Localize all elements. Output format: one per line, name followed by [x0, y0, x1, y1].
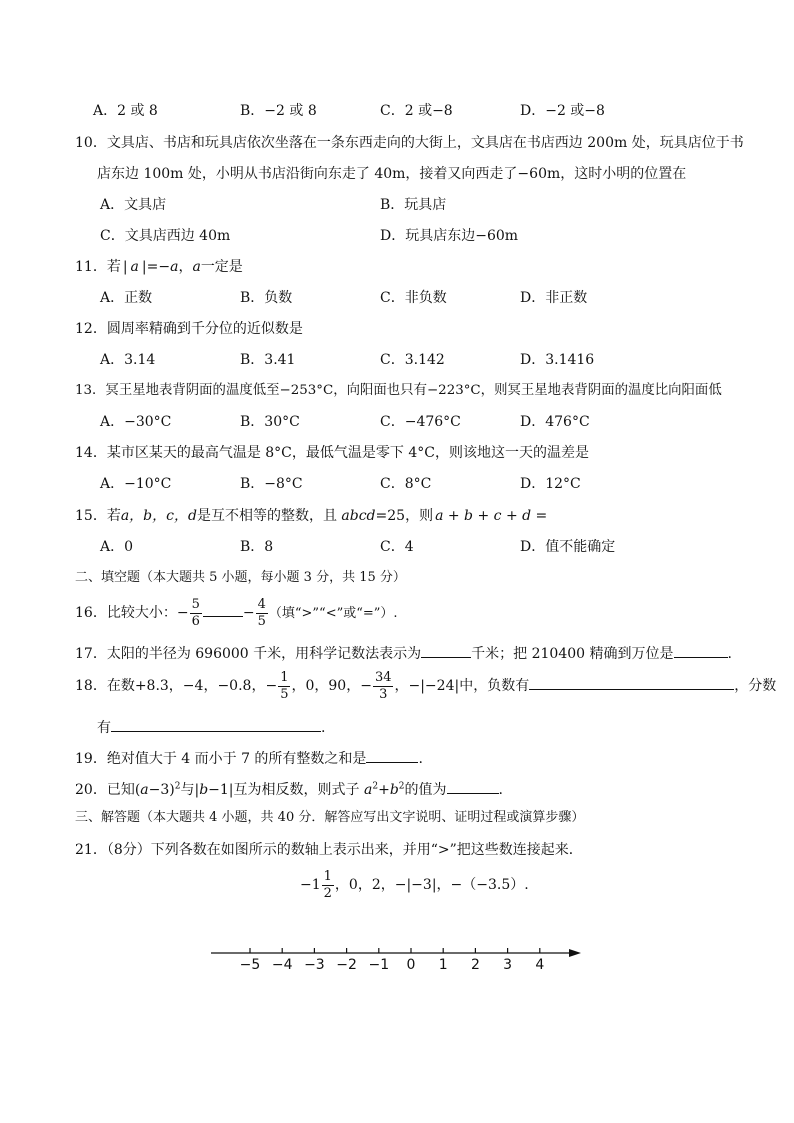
number-line-tick-label: 1 [438, 957, 448, 973]
q15-option-b: B．8 [240, 539, 274, 555]
number-line-tick-label: −3 [304, 957, 325, 973]
q13-text: 13．冥王星地表背阴面的温度低至−253°C，向阳面也只有−223°C，则冥王星地表背阴面的温度比向阳面低 [75, 383, 722, 398]
q19-text [75, 748, 423, 769]
q16-minus-1: − [176, 605, 189, 621]
number-line-arrow-icon [569, 949, 581, 957]
q20-exp-1: 2 [174, 781, 181, 792]
q20-prefix: 20．已知( [75, 782, 141, 798]
q11-abs-left: | [122, 259, 128, 275]
number-line-ticks [240, 948, 545, 973]
q15-vars: a，b，c，d [120, 508, 197, 524]
q14-option-d: D．12°C [520, 476, 581, 492]
q15-prefix: 15．若 [75, 508, 121, 524]
q20-end: . [498, 782, 503, 798]
q15-text [75, 506, 547, 526]
q18-comma: ，分数 [734, 678, 777, 694]
q21-mixed-whole: −1 [300, 877, 321, 893]
q20-expr-plus: + [378, 782, 390, 798]
q12-option-b: B．3.41 [240, 352, 296, 368]
number-line-tick-label: 0 [406, 957, 416, 973]
q20-m3: −1|互为相反数，则式子 [208, 782, 360, 798]
q20-var-b: b [199, 782, 209, 798]
q11-suffix: 一定是 [200, 259, 243, 275]
q9-option-c: C．2 或−8 [380, 103, 453, 119]
number-line-tick-label: 2 [470, 957, 480, 973]
q18-fraction-2 [373, 670, 394, 703]
number-line-tick-label: −4 [271, 957, 293, 973]
q11-abs-right: | [141, 259, 147, 275]
q21-rest: ，0，2，−|−3|，−（−3.5）. [334, 877, 529, 893]
q10-option-b: B．玩具店 [380, 197, 447, 213]
q18-part2: ，0，90， [291, 678, 361, 694]
q18-line2-prefix: 有 [97, 720, 111, 736]
q20-exp-2: 2 [372, 781, 379, 792]
q11-option-b: B．负数 [240, 290, 293, 306]
q10-option-a: A．文具店 [100, 197, 167, 213]
q20-expr-a: a [363, 782, 373, 798]
q14-option-b: B．−8°C [240, 476, 303, 492]
q16-fraction-2-num: 4 [257, 596, 266, 612]
q18-text-line2 [97, 717, 325, 738]
q21-mixed-num: 1 [323, 868, 332, 884]
q11-prefix: 11．若 [75, 259, 121, 275]
q18-fraction-1-num: 1 [280, 669, 289, 685]
q13-option-a: A．−30°C [100, 414, 172, 430]
q18-fraction-1-den: 5 [280, 686, 289, 702]
q10-option-c: C．文具店西边 40m [100, 228, 231, 244]
q21-numbers [300, 866, 529, 908]
q13-option-c: C．−476°C [380, 414, 461, 430]
number-line-tick-label: −5 [239, 957, 261, 973]
q15-eq: =25，则 [375, 508, 434, 524]
number-line [205, 935, 585, 980]
q16-prefix: 16．比较大小： [75, 605, 177, 621]
q20-var-a: a [140, 782, 149, 798]
q17-part1: 17．太阳的半径为 696000 千米，用科学记数法表示为 [75, 646, 422, 662]
q20-m1: −3) [148, 782, 175, 798]
number-line-tick-label: −2 [336, 957, 357, 973]
q13-option-d: D．476°C [520, 414, 590, 430]
q20-suffix: 的值为 [404, 782, 447, 798]
q11-option-c: C．非负数 [380, 290, 447, 306]
q15-option-d: D．值不能确定 [520, 539, 616, 555]
q19-blank[interactable] [366, 748, 418, 763]
q17-end: . [727, 646, 732, 662]
q16-fraction-2 [256, 597, 268, 630]
q18-part3: ，−|−24|中，负数有 [394, 678, 530, 694]
q20-m2: 与| [180, 782, 200, 798]
q18-text-line1 [75, 666, 776, 710]
q15-expr: a + b + c + d = [435, 508, 548, 524]
q11-equals: =− [146, 259, 171, 275]
q16-fraction-2-den: 5 [257, 613, 266, 629]
q20-text [75, 779, 503, 800]
q18-part1: 18．在数+8.3，−4，−0.8， [75, 678, 266, 694]
q21-text: 21．（8分）下列各数在如图所示的数轴上表示出来，并用“>”把这些数连接起来． [75, 842, 583, 858]
q11-var2: a [192, 259, 201, 275]
q16-fraction-1 [190, 597, 202, 630]
q14-option-c: C．8°C [380, 476, 432, 492]
q16-fraction-1-num: 5 [191, 596, 200, 612]
q17-part2: 千米；把 210400 精确到万位是 [471, 646, 674, 662]
q10-option-d: D．玩具店东边−60m [380, 228, 519, 244]
q15-mid: 是互不相等的整数，且 [196, 508, 337, 524]
q12-option-a: A．3.14 [100, 352, 156, 368]
q11-option-a: A．正数 [100, 290, 153, 306]
q18-fraction-2-den: 3 [379, 686, 388, 702]
q16-text [75, 596, 398, 634]
q15-option-c: C．4 [380, 539, 414, 555]
q20-blank[interactable] [447, 779, 499, 794]
q12-option-c: C．3.142 [380, 352, 445, 368]
number-line-tick-label: 3 [503, 957, 513, 973]
q11-var: a [170, 259, 179, 275]
q19-end: . [418, 751, 423, 767]
q20-expr-b: b [389, 782, 399, 798]
q9-option-a: A．2 或 8 [93, 103, 158, 119]
q16-fraction-1-den: 6 [191, 613, 200, 629]
q18-minus-2: − [360, 678, 372, 694]
q11-comma: ， [178, 259, 193, 275]
section-2-heading: 二、填空题（本大题共 5 小题，每小题 3 分，共 15 分） [75, 570, 406, 585]
q16-suffix: （填“>”“<”或“=”）. [268, 606, 398, 621]
q10-text-line1: 10．文具店、书店和玩具店依次坐落在一条东西走向的大街上，文具店在书店西边 200m 处，玩具店位于书 [75, 135, 744, 151]
q9-option-d: D．−2 或−8 [520, 103, 605, 119]
q20-exp-3: 2 [398, 781, 405, 792]
q19-question: 19．绝对值大于 4 而小于 7 的所有整数之和是 [75, 751, 367, 767]
q12-option-d: D．3.1416 [520, 352, 595, 368]
q16-answer-blank[interactable] [203, 602, 243, 617]
q17-blank-2[interactable] [674, 643, 728, 658]
q14-option-a: A．−10°C [100, 476, 172, 492]
q18-fraction-1 [278, 670, 290, 703]
q21-mixed-den: 2 [323, 885, 332, 901]
q18-minus-1: − [265, 678, 278, 694]
q9-option-b: B．−2 或 8 [240, 103, 317, 119]
section-3-heading: 三、解答题（本大题共 4 小题，共 40 分．解答应写出文字说明、证明过程或演算步骤） [75, 810, 585, 825]
q16-minus-2: − [242, 605, 255, 621]
q17-blank-1[interactable] [421, 643, 471, 658]
number-line-tick-label: 4 [535, 957, 545, 973]
q18-end: . [321, 720, 326, 736]
q10-text-line2: 店东边 100m 处，小明从书店沿街向东走了 40m，接着又向西走了−60m，这时小明的位置在 [97, 166, 687, 182]
q11-text [75, 257, 243, 277]
q18-blank-fractions[interactable] [111, 717, 321, 732]
q15-product: abcd [341, 508, 376, 524]
q18-fraction-2-num: 34 [374, 669, 392, 685]
q15-option-a: A．0 [100, 539, 134, 555]
q11-abs-var: a [130, 259, 139, 275]
q14-text: 14．某市区某天的最高气温是 8°C，最低气温是零下 4°C，则该地这一天的温差是 [75, 445, 589, 461]
q13-option-b: B．30°C [240, 414, 300, 430]
q12-text: 12．圆周率精确到千分位的近似数是 [75, 321, 303, 337]
q18-blank-negatives[interactable] [529, 675, 734, 690]
number-line-tick-label: −1 [368, 957, 390, 973]
q11-option-d: D．非正数 [520, 290, 588, 306]
q21-mixed-fraction [322, 869, 334, 902]
q17-text [75, 643, 732, 664]
